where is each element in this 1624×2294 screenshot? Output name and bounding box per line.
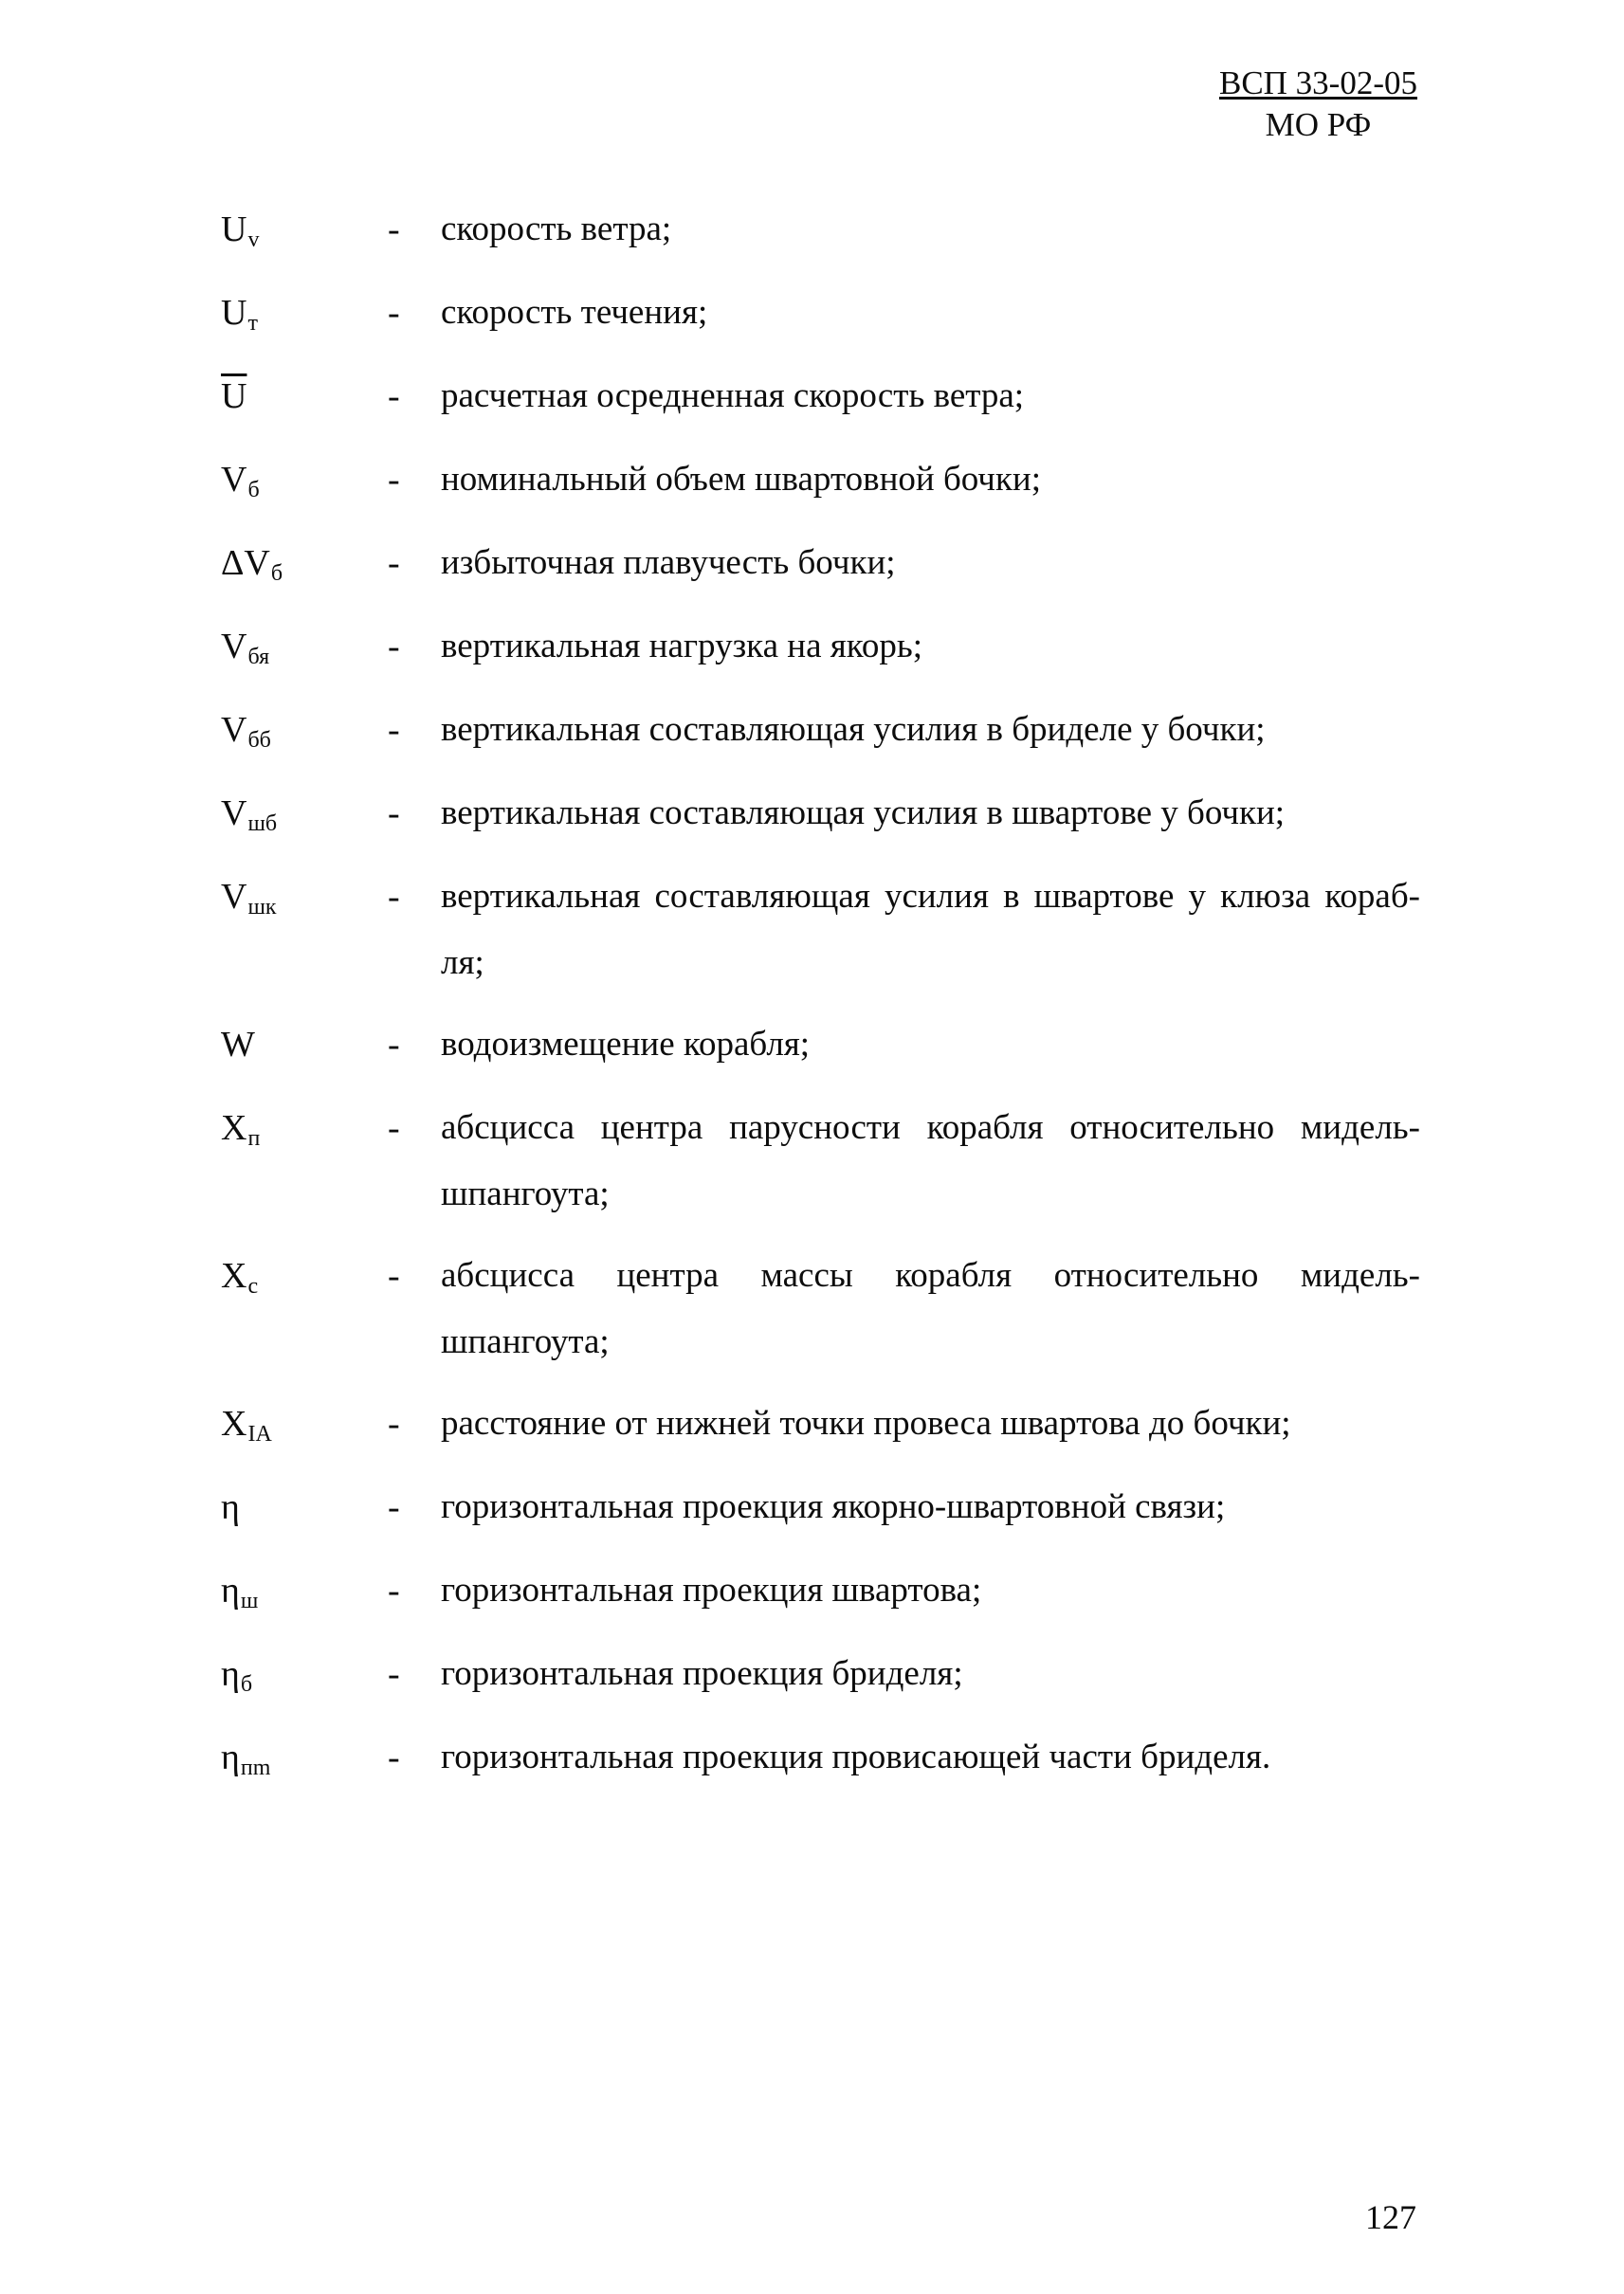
notation-dash: - [388,1256,400,1296]
notation-symbol: $U_т$ [221,293,258,336]
notation-entry [221,201,1420,258]
notation-description: скорость ветра; [441,209,672,248]
notation-dash: - [388,460,400,500]
notation-description: вертикальная составляющая усилия в швартове у бочки; [441,793,1286,832]
notation-symbol: η [221,1487,240,1527]
notation-entry [221,1247,1420,1371]
notation-dash: - [388,710,400,750]
notation-dash: - [388,543,400,583]
notation-description: расстояние от нижней точки провеса швартова до бочки; [441,1404,1291,1443]
notation-description-continuation: шпангоута; [441,1174,610,1213]
notation-dash: - [388,293,400,333]
notation-entry [221,785,1420,842]
notation-description: скорость течения; [441,293,708,332]
notation-entry [221,868,1420,992]
notation-symbol: $\eta_ш$ [221,1571,259,1613]
notation-symbol: $V_{шб}$ [221,793,278,836]
notation-symbol: $\eta_{пm}$ [221,1738,271,1780]
notation-description-continuation: шпангоута; [441,1322,610,1361]
notation-description: избыточная плавучесть бочки; [441,543,896,582]
notation-symbol: $U_v$ [221,209,260,252]
notation-dash: - [388,376,400,416]
notation-description: горизонтальная проекция якорно-швартовной связи; [441,1487,1226,1526]
notation-entry [221,618,1420,675]
notation-symbol: $\overline{U}$ [221,376,247,416]
document-organization: МО РФ [1265,106,1372,143]
notation-entry [221,284,1420,341]
notation-symbol: $\Delta V_б$ [221,543,283,586]
notation-description: номинальный объем швартовной бочки; [441,460,1041,499]
notation-entry [221,701,1420,758]
notation-entry [221,1479,1420,1536]
notation-symbol: $V_{бя}$ [221,627,270,669]
notation-entry [221,535,1420,592]
notation-dash: - [388,1738,400,1777]
notation-description: горизонтальная проекция провисающей части бриделя. [441,1738,1271,1776]
notation-entry [221,451,1420,508]
notation-entry [221,1016,1420,1073]
notation-description: вертикальная составляющая усилия в швартове у клюза кораб- [441,877,1420,916]
notation-entry [221,1562,1420,1619]
page-number: 127 [1365,2198,1416,2236]
notation-dash: - [388,209,400,249]
notation-description-continuation: ля; [441,943,484,982]
notation-entry [221,1395,1420,1452]
notation-description: абсцисса центра парусности корабля относительно мидель- [441,1108,1420,1147]
notation-entry [221,1729,1420,1786]
notation-dash: - [388,1487,400,1527]
document-header [1219,63,1417,146]
notation-description: вертикальная составляющая усилия в бриделе у бочки; [441,710,1266,749]
notation-description: абсцисса центра массы корабля относительно мидель- [441,1256,1420,1295]
notation-description: водоизмещение корабля; [441,1025,811,1064]
notation-entry [221,1646,1420,1702]
notation-symbol: $V_б$ [221,460,260,502]
notation-description: вертикальная нагрузка на якорь; [441,627,923,665]
notation-symbol: $X_{IA}$ [221,1404,272,1447]
notation-dash: - [388,1571,400,1611]
notation-symbol: $V_{бб}$ [221,710,271,753]
notation-entry [221,1100,1420,1223]
notation-symbol: $X_c$ [221,1256,259,1299]
notation-dash: - [388,1025,400,1065]
notation-symbol: W [221,1025,255,1065]
notation-symbol: $X_п$ [221,1108,261,1151]
notation-dash: - [388,1108,400,1148]
notation-dash: - [388,1404,400,1444]
notation-entry [221,368,1420,425]
notation-list [221,201,1420,1812]
notation-description: горизонтальная проекция бриделя; [441,1654,963,1693]
notation-symbol: $\eta_б$ [221,1654,253,1697]
notation-dash: - [388,877,400,917]
document-code: ВСП 33-02-05 [1218,64,1417,101]
notation-symbol: $V_{шк}$ [221,877,277,919]
notation-dash: - [388,627,400,666]
notation-dash: - [388,1654,400,1694]
notation-dash: - [388,793,400,833]
notation-description: расчетная осредненная скорость ветра; [441,376,1025,415]
notation-description: горизонтальная проекция швартова; [441,1571,982,1610]
